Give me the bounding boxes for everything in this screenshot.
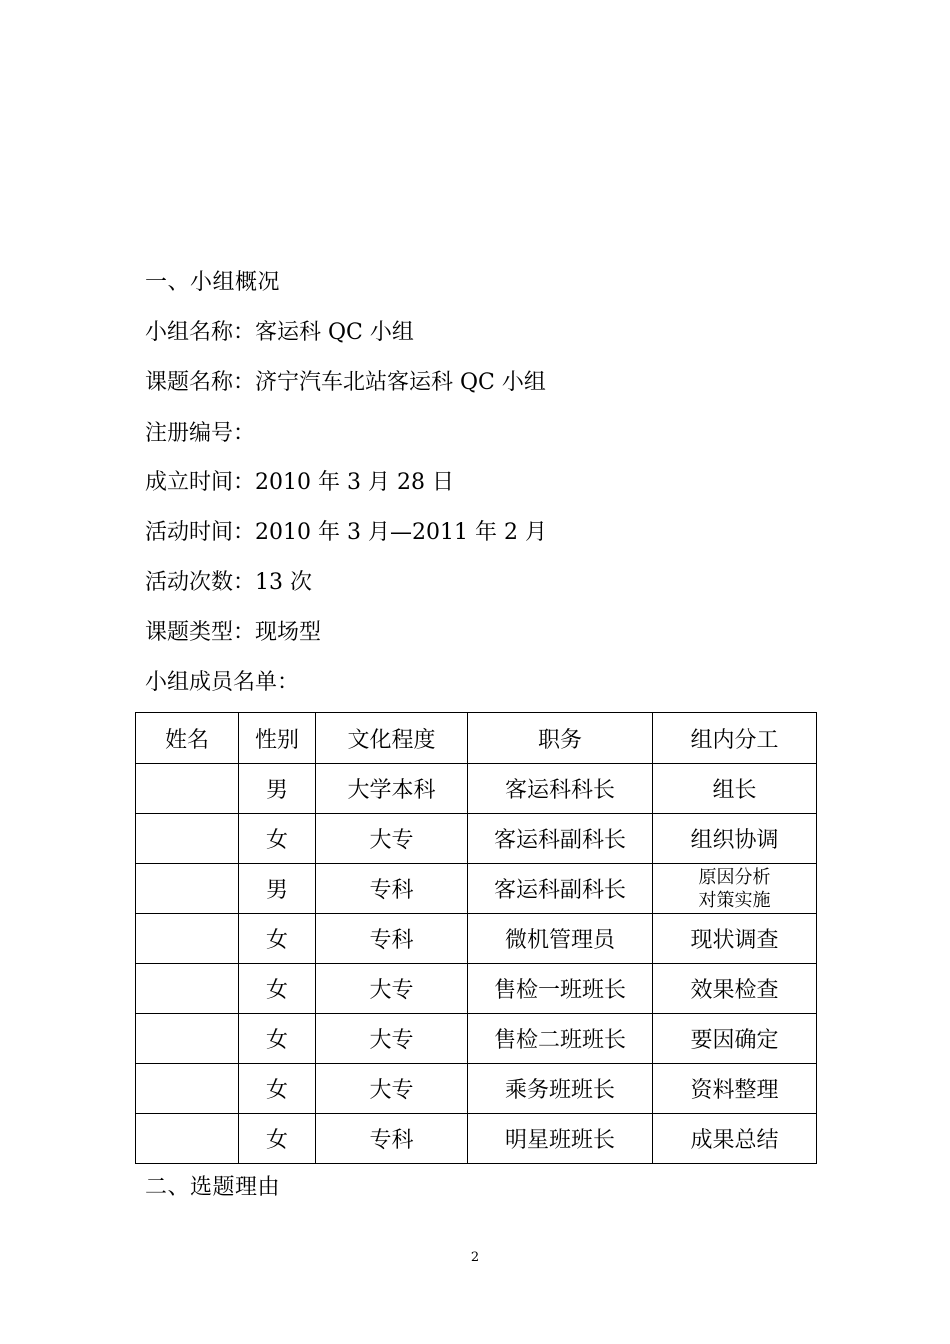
cell-position: 客运科副科长 bbox=[468, 814, 653, 864]
members-caption: 小组成员名单： bbox=[145, 670, 300, 695]
members-table bbox=[135, 712, 817, 1164]
cell-role: 资料整理 bbox=[653, 1064, 817, 1114]
cell-position: 微机管理员 bbox=[468, 914, 653, 964]
info-topic-type bbox=[145, 618, 321, 648]
cell-name bbox=[136, 1114, 239, 1164]
table-row bbox=[136, 1014, 817, 1064]
column-header-position: 职务 bbox=[468, 713, 653, 764]
cell-education: 大专 bbox=[316, 964, 468, 1014]
cell-position: 售检一班班长 bbox=[468, 964, 653, 1014]
section-heading-overview: 一、小组概况 bbox=[145, 270, 281, 295]
cell-role: 成果总结 bbox=[653, 1114, 817, 1164]
cell-gender: 男 bbox=[239, 864, 316, 914]
page-number: 2 bbox=[470, 1250, 480, 1265]
info-topic-name bbox=[145, 368, 546, 398]
cell-position: 售检二班班长 bbox=[468, 1014, 653, 1064]
section-heading-topic-reason: 二、选题理由 bbox=[145, 1175, 281, 1200]
cell-education: 专科 bbox=[316, 914, 468, 964]
info-value: 现场型 bbox=[255, 620, 322, 645]
info-separator: ： bbox=[233, 421, 256, 446]
cell-name bbox=[136, 764, 239, 814]
cell-role: 现状调查 bbox=[653, 914, 817, 964]
info-separator: ： bbox=[233, 520, 256, 545]
cell-gender: 女 bbox=[239, 964, 316, 1014]
info-label: 活动次数 bbox=[145, 570, 234, 595]
column-header-name: 姓名 bbox=[136, 713, 239, 764]
table-row bbox=[136, 814, 817, 864]
info-value: 客运科 QC 小组 bbox=[255, 320, 414, 345]
cell-position: 客运科副科长 bbox=[468, 864, 653, 914]
cell-position: 明星班班长 bbox=[468, 1114, 653, 1164]
column-header-gender: 性别 bbox=[239, 713, 316, 764]
info-label: 课题类型 bbox=[145, 620, 234, 645]
info-group-name bbox=[145, 318, 414, 348]
cell-gender: 女 bbox=[239, 1114, 316, 1164]
column-header-education: 文化程度 bbox=[316, 713, 468, 764]
info-label: 课题名称 bbox=[145, 370, 234, 395]
cell-education: 大专 bbox=[316, 1064, 468, 1114]
cell-role-line: 原因分析 bbox=[698, 866, 771, 888]
cell-name bbox=[136, 1014, 239, 1064]
info-label: 小组名称 bbox=[145, 320, 234, 345]
info-label: 注册编号 bbox=[145, 421, 234, 446]
info-separator: ： bbox=[233, 370, 256, 395]
info-label: 成立时间 bbox=[145, 470, 234, 495]
cell-gender: 女 bbox=[239, 814, 316, 864]
cell-education: 大专 bbox=[316, 814, 468, 864]
cell-gender: 女 bbox=[239, 1064, 316, 1114]
cell-education: 专科 bbox=[316, 1114, 468, 1164]
cell-gender: 女 bbox=[239, 914, 316, 964]
cell-name bbox=[136, 814, 239, 864]
cell-name bbox=[136, 864, 239, 914]
table-row bbox=[136, 964, 817, 1014]
info-activity-time bbox=[145, 518, 547, 548]
cell-name bbox=[136, 964, 239, 1014]
cell-position: 客运科科长 bbox=[468, 764, 653, 814]
cell-education: 大专 bbox=[316, 1014, 468, 1064]
table-row bbox=[136, 1114, 817, 1164]
cell-role bbox=[653, 864, 817, 914]
info-value: 济宁汽车北站客运科 QC 小组 bbox=[255, 370, 546, 395]
info-value: 2010 年 3 月—2011 年 2 月 bbox=[255, 520, 547, 545]
cell-role: 要因确定 bbox=[653, 1014, 817, 1064]
cell-gender: 女 bbox=[239, 1014, 316, 1064]
cell-name bbox=[136, 914, 239, 964]
cell-role: 组长 bbox=[653, 764, 817, 814]
info-founded bbox=[145, 468, 454, 498]
info-separator: ： bbox=[233, 470, 256, 495]
info-activity-count bbox=[145, 568, 312, 598]
info-separator: ： bbox=[233, 620, 256, 645]
cell-role-line: 对策实施 bbox=[698, 889, 771, 911]
info-registration bbox=[145, 419, 255, 449]
cell-role: 效果检查 bbox=[653, 964, 817, 1014]
cell-education: 大学本科 bbox=[316, 764, 468, 814]
table-header-row bbox=[136, 713, 817, 764]
info-value: 2010 年 3 月 28 日 bbox=[255, 470, 454, 495]
table-row bbox=[136, 1064, 817, 1114]
cell-gender: 男 bbox=[239, 764, 316, 814]
info-label: 活动时间 bbox=[145, 520, 234, 545]
cell-education: 专科 bbox=[316, 864, 468, 914]
info-value: 13 次 bbox=[255, 570, 313, 595]
table-row bbox=[136, 914, 817, 964]
table-row bbox=[136, 864, 817, 914]
info-separator: ： bbox=[233, 570, 256, 595]
cell-role: 组织协调 bbox=[653, 814, 817, 864]
cell-position: 乘务班班长 bbox=[468, 1064, 653, 1114]
cell-name bbox=[136, 1064, 239, 1114]
table-row bbox=[136, 764, 817, 814]
column-header-role: 组内分工 bbox=[653, 713, 817, 764]
info-separator: ： bbox=[233, 320, 256, 345]
